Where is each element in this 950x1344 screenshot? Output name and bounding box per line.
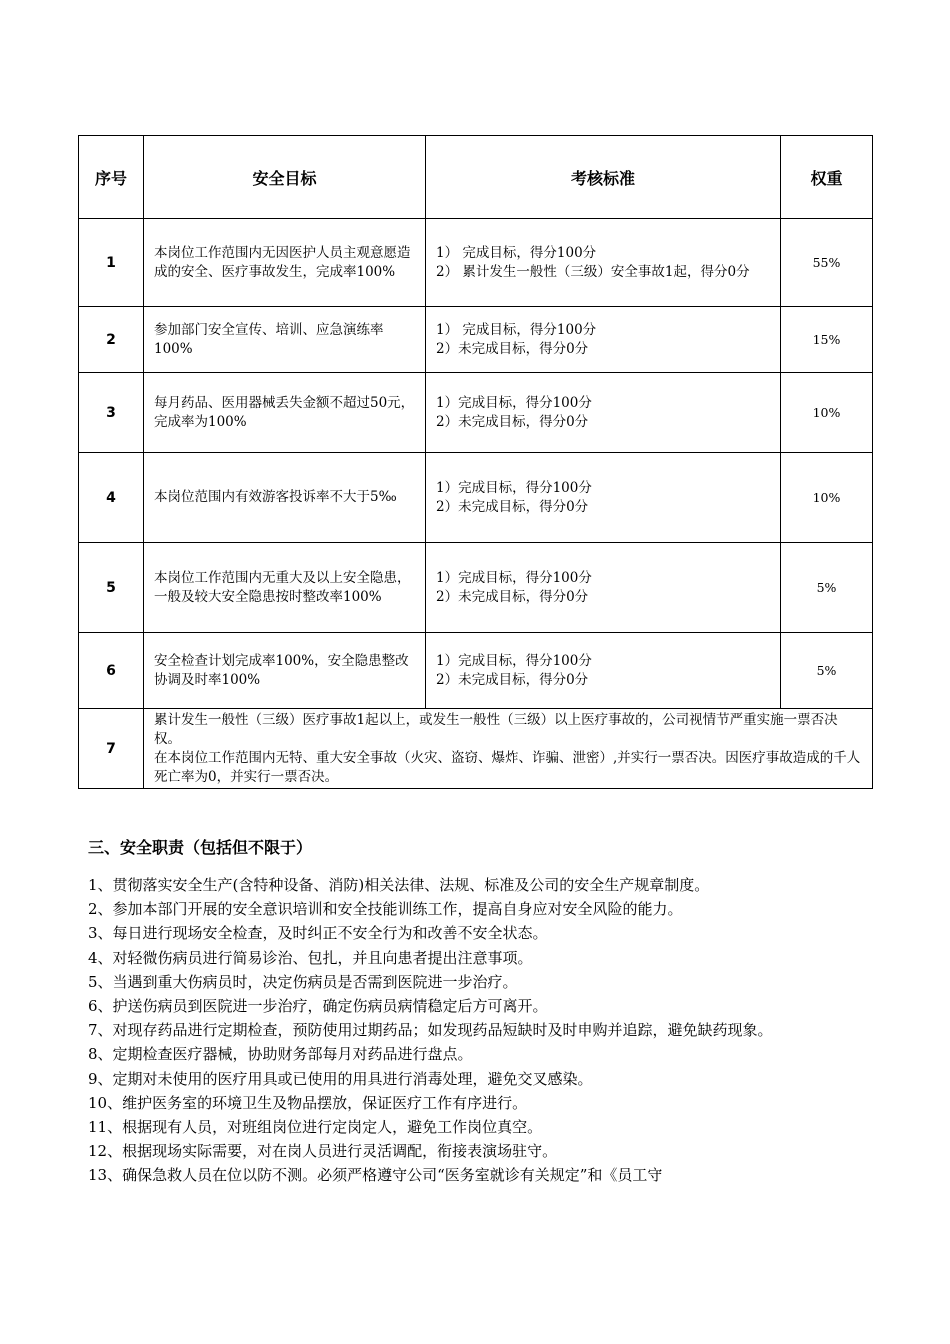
criteria-line: 2） 未完成目标，得分0分: [436, 588, 589, 605]
row-goal: 本岗位工作范围内无重大及以上安全隐患，一般及较大安全隐患按时整改率100%: [144, 543, 426, 633]
row-number: 4: [79, 453, 144, 543]
row-number: 5: [79, 543, 144, 633]
header-weight: 权重: [781, 136, 873, 219]
table-row: [79, 219, 873, 307]
criteria-line: 2） 未完成目标，得分0分: [436, 413, 589, 430]
duty-item: 8、定期检查医疗器械，协助财务部每月对药品进行盘点。: [88, 1045, 473, 1064]
row-goal: 每月药品、医用器械丢失金额不超过50元，完成率为100%: [144, 373, 426, 453]
row-goal: 参加部门安全宣传、培训、应急演练率100%: [144, 307, 426, 373]
section-title: 三、安全职责（包括但不限于）: [88, 838, 313, 857]
safety-goals-table: [78, 135, 873, 789]
duty-item: 6、护送伤病员到医院进一步治疗，确定伤病员病情稳定后方可离开。: [88, 997, 548, 1016]
duty-item: 11、根据现有人员，对班组岗位进行定岗定人，避免工作岗位真空。: [88, 1118, 543, 1137]
veto-line: 累计发生一般性（三级）医疗事故1起以上，或发生一般性（三级）以上医疗事故的，公司视情节严重实施一票否决权。: [154, 711, 838, 747]
duty-item: 3、每日进行现场安全检查，及时纠正不安全行为和改善不安全状态。: [88, 924, 548, 943]
table-row: [79, 373, 873, 453]
table-row: [79, 307, 873, 373]
criteria-line: 1） 完成目标，得分100分: [436, 394, 592, 411]
row-criteria: [426, 307, 781, 373]
row-weight: 5%: [781, 633, 873, 709]
criteria-line: 2） 未完成目标，得分0分: [436, 498, 589, 515]
header-assessment-criteria: 考核标准: [426, 136, 781, 219]
criteria-line: 2） 未完成目标，得分0分: [436, 671, 589, 688]
header-number: 序号: [79, 136, 144, 219]
duty-item: 10、维护医务室的环境卫生及物品摆放，保证医疗工作有序进行。: [88, 1093, 528, 1112]
row-weight: 55%: [781, 219, 873, 307]
row-number: 3: [79, 373, 144, 453]
row-criteria: [426, 373, 781, 453]
row-criteria: [426, 633, 781, 709]
row-number: 2: [79, 307, 144, 373]
table-header-row: [79, 136, 873, 219]
veto-note: [144, 709, 873, 789]
row-criteria: [426, 453, 781, 543]
criteria-line: 1） 完成目标，得分100分: [436, 569, 592, 586]
duty-item: 4、对轻微伤病员进行简易诊治、包扎，并且向患者提出注意事项。: [88, 948, 533, 967]
duty-list: [88, 873, 878, 1188]
duty-item: 1、贯彻落实安全生产(含特种设备、消防)相关法律、法规、标准及公司的安全生产规章制度。: [88, 876, 710, 894]
row-weight: 5%: [781, 543, 873, 633]
row-number: 7: [79, 709, 144, 789]
row-number: 6: [79, 633, 144, 709]
row-goal: 安全检查计划完成率100%，安全隐患整改协调及时率100%: [144, 633, 426, 709]
duty-item: 13、确保急救人员在位以防不测。必须严格遵守公司“医务室就诊有关规定”和《员工守: [88, 1166, 663, 1185]
criteria-line: 1） 完成目标，得分100分: [436, 244, 597, 261]
criteria-line: 2） 累计发生一般性（三级）安全事故1起，得分0分: [436, 263, 750, 280]
criteria-line: 1） 完成目标，得分100分: [436, 321, 597, 338]
table-row: [79, 453, 873, 543]
row-goal: 本岗位工作范围内无因医护人员主观意愿造成的安全、医疗事故发生，完成率100%: [144, 219, 426, 307]
table-row: [79, 543, 873, 633]
duty-item: 5、当遇到重大伤病员时，决定伤病员是否需到医院进一步治疗。: [88, 972, 518, 991]
table-row: [79, 633, 873, 709]
row-weight: 15%: [781, 307, 873, 373]
row-criteria: [426, 543, 781, 633]
criteria-line: 1） 完成目标，得分100分: [436, 652, 592, 669]
duty-item: 12、根据现场实际需要，对在岗人员进行灵活调配，衔接表演场驻守。: [88, 1142, 558, 1161]
row-weight: 10%: [781, 453, 873, 543]
duty-item: 9、定期对未使用的医疗用具或已使用的用具进行消毒处理，避免交叉感染。: [88, 1069, 593, 1088]
header-safety-goal: 安全目标: [144, 136, 426, 219]
row-weight: 10%: [781, 373, 873, 453]
criteria-line: 1） 完成目标，得分100分: [436, 479, 592, 496]
criteria-line: 2） 未完成目标，得分0分: [436, 340, 589, 357]
table-row-veto: [79, 709, 873, 789]
row-number: 1: [79, 219, 144, 307]
table-body: [79, 219, 873, 789]
duty-item: 7、对现存药品进行定期检查，预防使用过期药品；如发现药品短缺时及时申购并追踪，避免缺药现象。: [88, 1021, 773, 1040]
veto-line: 在本岗位工作范围内无特、重大安全事故（火灾、盗窃、爆炸、诈骗、泄密）,并实行一票否决。因医疗事故造成的千人死亡率为0，并实行一票否决。: [154, 749, 861, 785]
duty-item: 2、参加本部门开展的安全意识培训和安全技能训练工作，提高自身应对安全风险的能力。: [88, 900, 683, 919]
row-goal: 本岗位范围内有效游客投诉率不大于5‰: [144, 453, 426, 543]
row-criteria: [426, 219, 781, 307]
